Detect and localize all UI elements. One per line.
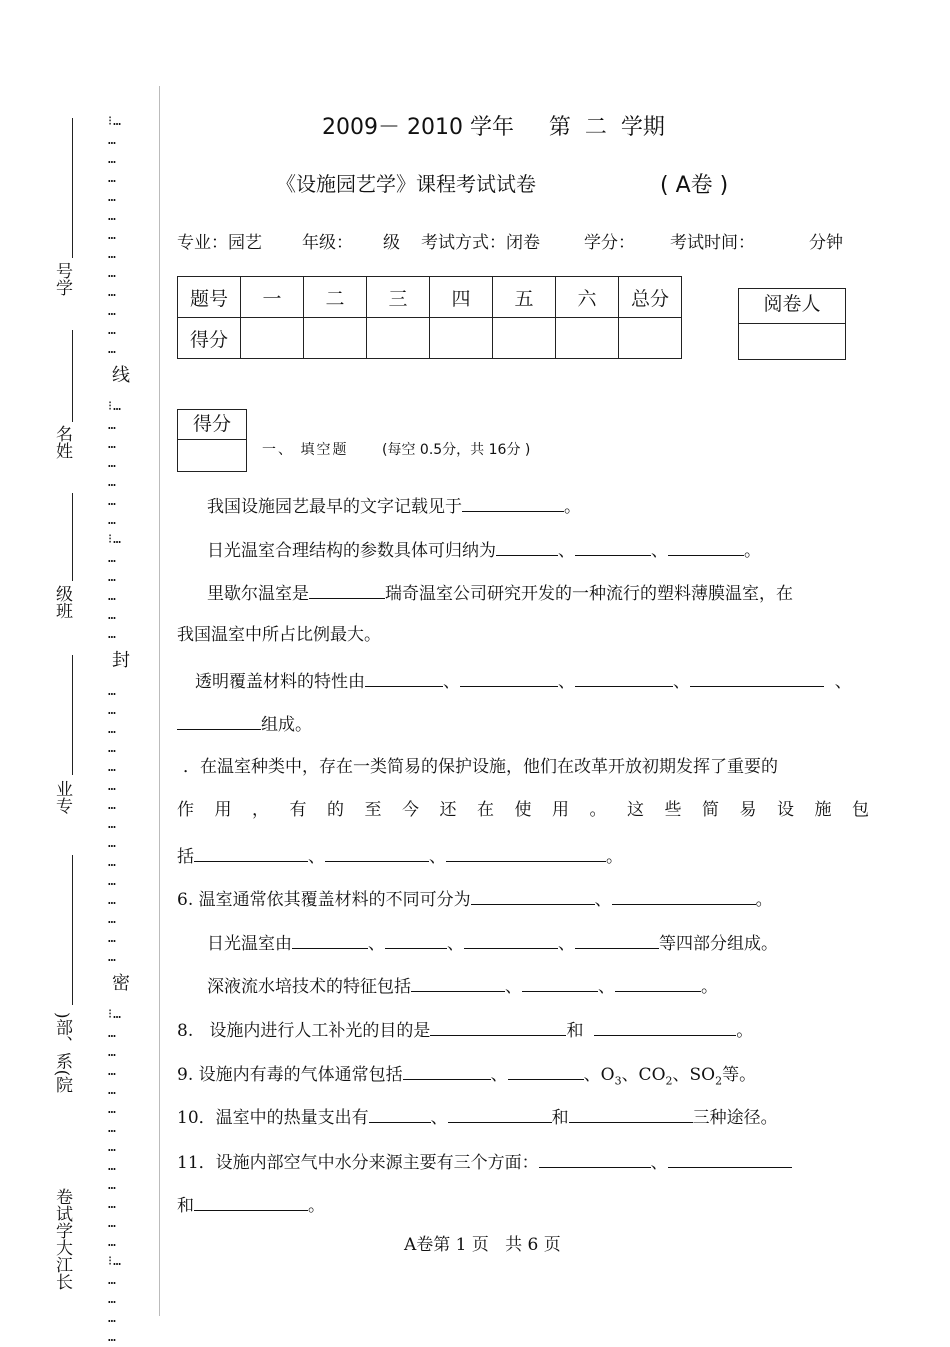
question-3: 里歇尔温室是 瑞奇温室公司研究开发的一种流行的塑料薄膜温室，在 (207, 580, 793, 606)
answer-blank[interactable] (403, 1061, 491, 1080)
question-12: 11．设施内部空气中水分来源主要有三个方面： 、 (177, 1149, 792, 1175)
score-table-cell: 总分 (619, 277, 682, 318)
score-entry-cell[interactable] (430, 318, 493, 359)
answer-blank[interactable] (668, 1149, 792, 1168)
question-5-blanks: 括 、 、 。 (177, 843, 623, 869)
name-label: 名姓 (52, 425, 72, 459)
major-info: 专业：园艺 (177, 233, 262, 253)
answer-blank[interactable] (446, 843, 606, 862)
answer-blank[interactable] (612, 886, 756, 905)
answer-blank[interactable] (309, 580, 385, 599)
question-5: ．在温室种类中，存在一类简易的保护设施，他们在改革开放初期发挥了重要的 (183, 757, 778, 777)
page-footer: A卷第 1 页 共 6 页 (404, 1235, 561, 1255)
question-8: 深液流水培技术的特征包括 、 、 。 (207, 973, 718, 999)
score-table-cell: 五 (493, 277, 556, 318)
binding-line (72, 655, 73, 775)
answer-blank[interactable] (194, 1192, 308, 1211)
question-9: 8. 设施内进行人工补光的目的是 和 。 (177, 1017, 753, 1043)
answer-blank[interactable] (690, 668, 824, 687)
answer-blank[interactable] (575, 668, 673, 687)
answer-blank[interactable] (575, 930, 659, 949)
seal-dots-column: ⁝… … … … … … … … … … … … … 线 ⁝… … … … … … … ⁝… … … … … … 封 … … … … … … … … … … … … … … … 密 ⁝… … … … … … … … … … … … … ⁝… … … … … (108, 112, 136, 1347)
question-5-cont: 作用，有的至今还在使用。这些简易设施包 (177, 800, 890, 820)
question-10: 9. 设施内有毒的气体通常包括 、 、$O_3$、$CO_2$、$SO_2$等。 (177, 1061, 756, 1093)
question-4: 透明覆盖材料的特性由 、 、 、 、 (195, 668, 852, 694)
question-2: 日光温室合理结构的参数具体可归纳为 、 、 。 (207, 537, 761, 563)
answer-blank[interactable] (411, 973, 505, 992)
section-points: (每空 0.5分，共 16分 ) (382, 442, 531, 458)
answer-blank[interactable] (369, 1104, 431, 1123)
score-table-cell: 一 (241, 277, 304, 318)
answer-blank[interactable] (496, 537, 558, 556)
question-7: 日光温室由 、 、 、 等四部分组成。 (207, 930, 778, 956)
exam-term-title: 2009－ 2010 学年 第 二 学期 (322, 115, 665, 140)
score-table-score-row (178, 318, 682, 359)
section-heading: 一、 填空题 (262, 442, 349, 458)
answer-blank[interactable] (448, 1104, 552, 1123)
university-label: 卷试学大江长 (52, 1188, 72, 1290)
answer-blank[interactable] (292, 930, 368, 949)
score-table-cell: 得分 (178, 318, 241, 359)
score-table-cell: 题号 (178, 277, 241, 318)
answer-blank[interactable] (615, 973, 701, 992)
answer-blank[interactable] (194, 843, 308, 862)
exam-time-info: 考试时间： (670, 233, 755, 253)
binding-line (72, 118, 73, 258)
score-table-cell: 四 (430, 277, 493, 318)
question-11: 10．温室中的热量支出有 、 和 三种途径。 (177, 1104, 778, 1130)
question-1: 我国设施园艺最早的文字记载见于 。 (207, 493, 581, 519)
seal-mark-secret: 密 (112, 973, 131, 994)
seal-mark-line: 线 (112, 365, 131, 386)
major-label: 业专 (52, 780, 72, 814)
binding-line (72, 493, 73, 581)
course-title: 《设施园艺学》课程考试试卷 (276, 172, 536, 196)
answer-blank[interactable] (430, 1017, 566, 1036)
question-12-cont: 和 。 (177, 1192, 325, 1218)
student-id-label: 号学 (52, 262, 72, 296)
score-entry-cell[interactable] (619, 318, 682, 359)
answer-blank[interactable] (539, 1149, 651, 1168)
answer-blank[interactable] (462, 493, 564, 512)
reviewer-label: 阅卷人 (739, 289, 845, 324)
score-entry-cell[interactable] (493, 318, 556, 359)
score-entry-cell[interactable] (304, 318, 367, 359)
answer-blank[interactable] (594, 1017, 736, 1036)
answer-blank[interactable] (569, 1104, 693, 1123)
binding-line (72, 855, 73, 1005)
paper-version: ( A卷 ) (660, 173, 729, 198)
department-label: )部、系(院 (52, 1012, 72, 1094)
answer-blank[interactable] (508, 1061, 584, 1080)
exam-time-unit: 分钟 (809, 233, 843, 253)
answer-blank[interactable] (325, 843, 429, 862)
answer-blank[interactable] (460, 668, 558, 687)
question-4-cont: 组成。 (177, 711, 312, 737)
answer-blank[interactable] (365, 668, 443, 687)
score-table-cell: 六 (556, 277, 619, 318)
grade-suffix: 级 (383, 233, 400, 253)
answer-blank[interactable] (668, 537, 744, 556)
binding-line (72, 330, 73, 422)
credit-info: 学分： (584, 233, 635, 253)
score-entry-cell[interactable] (241, 318, 304, 359)
answer-blank[interactable] (385, 930, 447, 949)
score-entry-cell[interactable] (367, 318, 430, 359)
score-table (177, 276, 682, 359)
section-score-box (177, 409, 247, 472)
score-table-cell: 二 (304, 277, 367, 318)
section-score-label: 得分 (178, 410, 246, 440)
question-3-cont: 我国温室中所占比例最大。 (177, 625, 381, 645)
score-entry-cell[interactable] (556, 318, 619, 359)
answer-blank[interactable] (471, 886, 595, 905)
answer-blank[interactable] (464, 930, 558, 949)
reviewer-box (738, 288, 846, 360)
margin-divider (159, 86, 160, 1316)
score-table-header-row (178, 277, 682, 318)
question-6: 6. 温室通常依其覆盖材料的不同可分为 、 。 (177, 886, 773, 912)
exam-mode-info: 考试方式：闭卷 (421, 233, 540, 253)
class-label: 级班 (52, 585, 72, 619)
answer-blank[interactable] (522, 973, 598, 992)
answer-blank[interactable] (177, 711, 261, 730)
seal-mark-seal: 封 (112, 650, 131, 671)
score-table-cell: 三 (367, 277, 430, 318)
grade-info: 年级： (302, 233, 353, 253)
answer-blank[interactable] (575, 537, 651, 556)
